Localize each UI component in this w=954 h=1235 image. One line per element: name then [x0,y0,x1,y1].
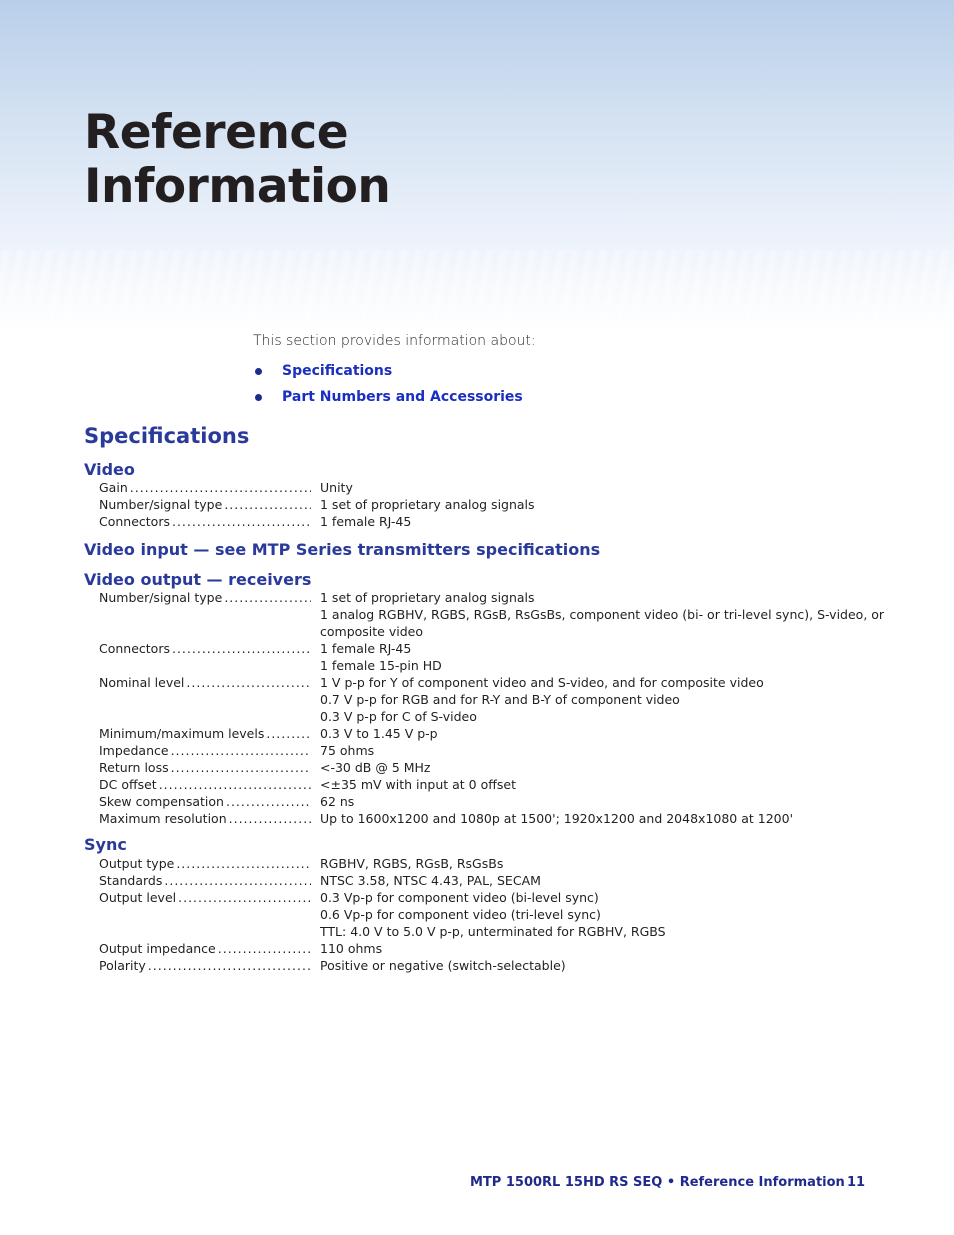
dot-leader [172,640,311,674]
dot-leader [148,957,311,974]
spec-label-text: DC offset [99,777,157,792]
spec-value: 1 female RJ-45 [320,641,412,656]
spec-label [99,855,311,872]
header-texture [0,250,954,330]
dot-leader [226,793,311,810]
spec-label-text: Nominal level [99,675,185,690]
intro-text: This section provides information about: [253,333,536,349]
spec-label-text: Number/signal type [99,590,223,605]
spec-value: 1 V p-p for Y of component video and S-video, and for composite video [320,675,764,690]
spec-row [99,810,899,827]
spec-values [320,589,899,640]
spec-value: 0.3 Vp-p for component video (bi-level sync) [320,890,599,905]
spec-value: 1 set of proprietary analog signals [320,590,535,605]
sync-spec-table [99,855,899,974]
dot-leader [164,872,311,889]
spec-row [99,513,899,530]
spec-values [320,872,899,889]
spec-value: <-30 dB @ 5 MHz [320,760,431,775]
spec-values [320,889,899,940]
spec-value: 1 female RJ-45 [320,514,412,529]
dot-leader [176,855,311,872]
spec-value: 1 female 15-pin HD [320,658,442,673]
spec-row [99,496,899,513]
spec-label-text: Output type [99,856,175,871]
spec-label [99,940,311,957]
bullet-icon [255,368,262,375]
spec-values [320,496,899,513]
spec-label-text: Connectors [99,514,170,529]
spec-row [99,940,899,957]
page-title [84,106,390,214]
spec-values [320,513,899,530]
spec-row [99,640,899,674]
spec-label-text: Standards [99,873,163,888]
spec-value: 1 set of proprietary analog signals [320,497,535,512]
spec-value: 0.7 V p-p for RGB and for R-Y and B-Y of component video [320,692,680,707]
spec-values [320,793,899,810]
bullet-icon [255,394,262,401]
part-numbers-link[interactable]: Part Numbers and Accessories [282,389,523,405]
dot-leader [266,725,311,742]
spec-row [99,872,899,889]
list-item [253,358,523,384]
section-contents-list [253,358,523,410]
spec-value: TTL: 4.0 V to 5.0 V p-p, unterminated for RGBHV, RGBS [320,924,666,939]
spec-label [99,674,311,725]
spec-row [99,793,899,810]
dot-leader [172,513,311,530]
spec-row [99,742,899,759]
spec-value: 0.3 V to 1.45 V p-p [320,726,438,741]
spec-value: 75 ohms [320,743,375,758]
spec-values [320,674,899,725]
spec-label-text: Return loss [99,760,169,775]
spec-label [99,589,311,640]
video-output-spec-table [99,589,899,827]
spec-values [320,810,899,827]
spec-values [320,640,899,674]
list-item [253,384,523,410]
dot-leader [229,810,311,827]
spec-value: 62 ns [320,794,355,809]
specifications-heading: Specifications [84,424,250,448]
page-title-line-2: Information [84,159,391,214]
spec-value: 110 ohms [320,941,383,956]
spec-value: Up to 1600x1200 and 1080p at 1500'; 1920x1200 and 2048x1080 at 1200' [320,811,794,826]
spec-label [99,957,311,974]
spec-value: Unity [320,480,353,495]
spec-label-text: Polarity [99,958,146,973]
footer-title: MTP 1500RL 15HD RS SEQ • Reference Information [470,1175,845,1190]
spec-values [320,776,899,793]
spec-value: 0.3 V p-p for C of S-video [320,709,477,724]
spec-label-text: Skew compensation [99,794,224,809]
spec-label [99,872,311,889]
spec-row [99,855,899,872]
spec-label-text: Impedance [99,743,169,758]
spec-value: RGBHV, RGBS, RGsB, RsGsBs [320,856,504,871]
spec-label-text: Output impedance [99,941,216,956]
page-number: 11 [847,1175,866,1190]
spec-row [99,725,899,742]
spec-value: <±35 mV with input at 0 offset [320,777,516,792]
spec-label [99,742,311,759]
spec-label [99,479,311,496]
dot-leader [159,776,311,793]
spec-row [99,479,899,496]
dot-leader [171,742,311,759]
dot-leader [224,589,311,640]
dot-leader [218,940,311,957]
spec-value: 0.6 Vp-p for component video (tri-level sync) [320,907,601,922]
spec-label-text: Maximum resolution [99,811,227,826]
spec-label-text: Gain [99,480,128,495]
video-output-heading: Video output — receivers [84,570,312,589]
spec-values [320,759,899,776]
spec-label [99,793,311,810]
spec-row [99,589,899,640]
video-spec-table [99,479,899,530]
video-input-heading: Video input — see MTP Series transmitters specifications [84,540,601,559]
spec-row [99,957,899,974]
dot-leader [171,759,311,776]
spec-label-text: Minimum/maximum levels [99,726,265,741]
specifications-link[interactable]: Specifications [282,363,393,379]
spec-value: NTSC 3.58, NTSC 4.43, PAL, SECAM [320,873,541,888]
spec-row [99,674,899,725]
spec-values [320,940,899,957]
spec-row [99,889,899,940]
video-heading: Video [84,460,135,479]
dot-leader [224,496,311,513]
spec-row [99,759,899,776]
dot-leader [178,889,311,940]
dot-leader [186,674,311,725]
spec-row [99,776,899,793]
spec-label-text: Number/signal type [99,497,223,512]
spec-values [320,479,899,496]
spec-label [99,776,311,793]
page-title-line-1: Reference [84,105,349,160]
spec-label [99,810,311,827]
spec-values [320,957,899,974]
dot-leader [130,479,311,496]
spec-label [99,889,311,940]
spec-value: 1 analog RGBHV, RGBS, RGsB, RsGsBs, component video (bi- or tri-level sync), S-video, or composite video [320,607,885,639]
page-footer [470,1175,870,1190]
spec-values [320,725,899,742]
spec-values [320,742,899,759]
spec-label [99,759,311,776]
spec-label-text: Connectors [99,641,170,656]
spec-value: Positive or negative (switch-selectable) [320,958,566,973]
sync-heading: Sync [84,835,127,854]
spec-label-text: Output level [99,890,177,905]
spec-label [99,725,311,742]
spec-label [99,513,311,530]
spec-label [99,496,311,513]
spec-label [99,640,311,674]
spec-values [320,855,899,872]
